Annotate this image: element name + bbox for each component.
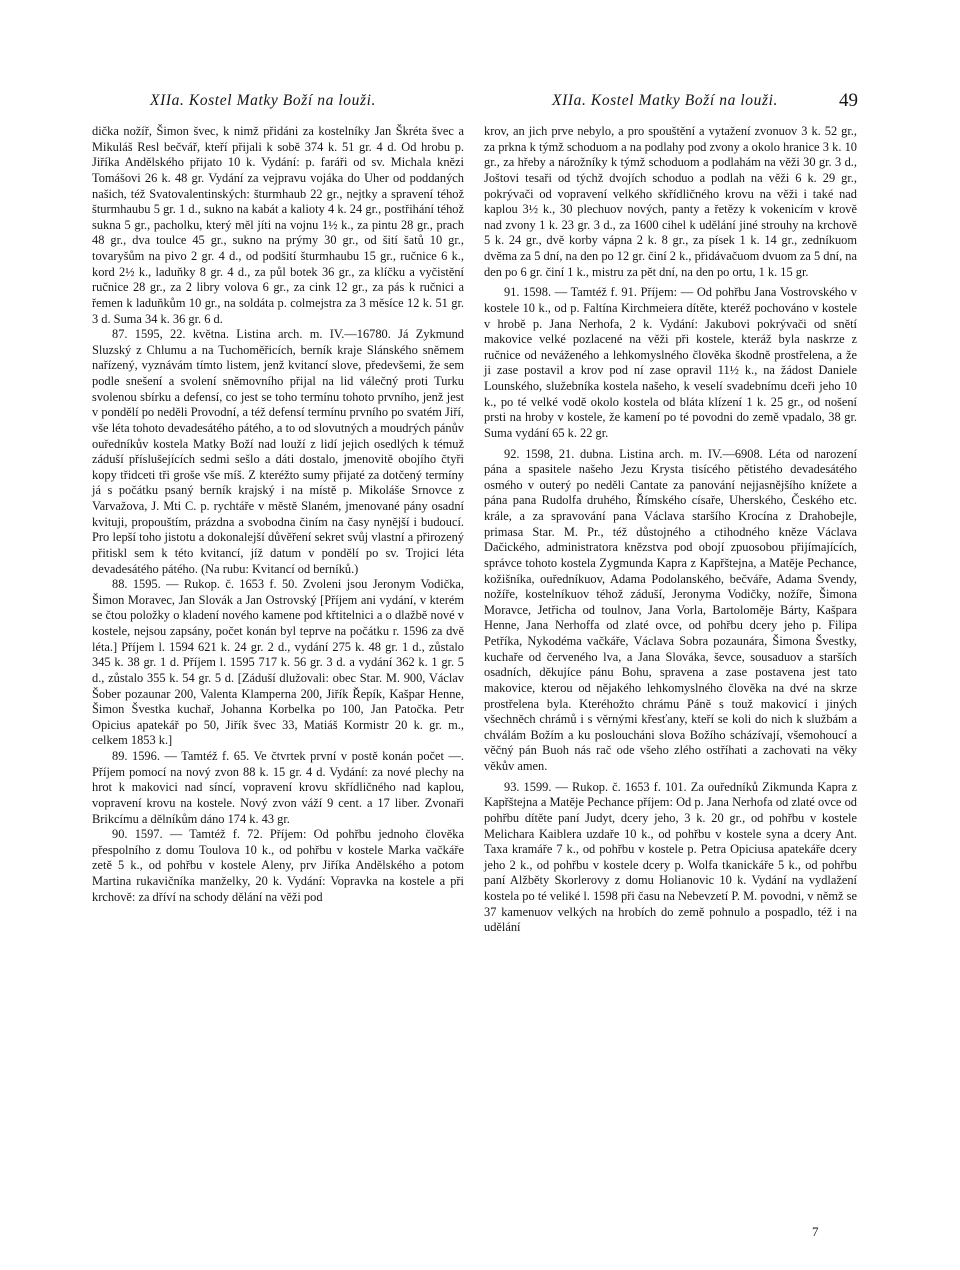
entry-93: 93. 1599. — Rukop. č. 1653 f. 101. Za ouředníků Zikmunda Kapra z Kapřštejna a Matěje Pechance příjem: Od p. Jana Nerhofa od zlaté ovce od pohřbu dítěte paní Judyt, dcery jeho, 3 k. 20 gr., od pohřbu v kostele Melichara Kaiblera uzdaře 10 k., od pohřbu v kostele syna a dcery Ant. Taxa kramáře 7 k., od pohřbu v kostele p. Petra Opiciusa apatekáře dcery jeho 2 k., od pohřbu v kostele dcery p. Wolfa tkanickáře 5 k., od pohřbu paní Alžběty Skorlerovy z domu Holianovic 10 k. Vydání na vydlažení kostela po té veliké l. 1598 při času na Nebevzetí P. M. povodni, v němž se 37 kamenuov velkých na hrobích do země pohnulo a pospadlo, též i na udělání <box>484 779 857 935</box>
entry-88: 88. 1595. — Rukop. č. 1653 f. 50. Zvoleni jsou Jeronym Vodička, Šimon Moravec, Jan Slovák a Jan Ostrovský [Příjem ani vydání, v kterém se čtou položky o kladení nového kamene pod křtitelnici a o dlažbě nové v kostele, nejsou zapsány, počet konán byl teprve na počátku r. 1596 za dvě léta.] Příjem l. 1594 621 k. 24 gr. 2 d., vydání 275 k. 48 gr. 1 d., zůstalo 345 k. 38 gr. 1 d. Příjem l. 1595 717 k. 56 gr. 3 d. a vydání 362 k. 1 gr. 5 d., zůstalo 355 k. 54 gr. 5 d. [Záduší dlužovali: obec Star. M. 900, Václav Šober pozaunar 200, Valenta Klamperna 200, Jiřík Řepík, Kašpar Henne, Šimon Švestka kuchař, Johanna Korbelka po 100, Jan Patočka. Petr Opicius apatekář po 50, Jiřík švec 33, Matiáš Kormistr 20 k. gr. m., celkem 1853 k.] <box>92 577 464 748</box>
entry-86-continuation: dička nožíř, Šimon švec, k nimž přidáni za kostelníky Jan Škréta švec a Mikuláš Resl bečvář, kteří přijali k sobě 374 k. 51 gr. 4 d. Od hrobu p. Jiříka Andělského přijato 10 k. Vydání: p. faráři od sv. Michala knězi Tomášovi 26 k. 48 gr. Vydání za vejpravu vojáka do Uher od poddaných našich, též Svatovalentinských: šturmhaub 22 gr., nejtky a spravení téhož šturmhaubu 5 gr. 1 d., sukno na kabát a kalioty 4 k. 24 gr., postřihání téhož sukna 5 gr., pacholku, který měl jíti na vojnu 1½ k., za pintu 28 gr., prach 48 gr., dva toulce 45 gr., sukno na prýmy 30 gr., od šití šatů 10 gr., tovaryšům na pivo 2 gr. 4 d., od podšití šturmhaubu 15 gr., ručnice 6 k., kord 2½ k., laduňky 8 gr. 4 d., za půl botek 36 gr., za klíčku a vyčistění ručnice 28 gr., za 2 libry volova 6 gr., za cink 12 gr., za pás k ručnici a řemen k laduňkům 10 gr., na soldáta p. colmejstra za 3 měsíce 12 k. 51 gr. 3 d. Suma 34 k. 36 gr. 6 d. <box>92 124 464 326</box>
entry-89: 89. 1596. — Tamtéž f. 65. Ve čtvrtek první v postě konán počet —. Příjem pomocí na nový zvon 88 k. 15 gr. 4 d. Vydání: za nové plechy na hrot k makovici nad síncí, vopravení krovu skřídličného nad kaplou, vopravení krovu na kostele. Nový zvon váží 9 cent. a 17 liber. Zvonaři Brikcímu a dělníkům dáno 174 k. 43 gr. <box>92 749 464 826</box>
signature-mark: 7 <box>812 1224 819 1239</box>
entry-90: 90. 1597. — Tamtéž f. 72. Příjem: Od pohřbu jednoho člověka přespolního z domu Toulova 10 k., od pohřbu v kostele Marka vačkáře zetě 5 k., od pohřbu v kostele Aleny, prv Jiříka Andělského a potom Martina rukavičníka manželky, 20 k. Vydání: Vopravka na kostele a při krchově: za dříví na schody dělání na věži pod <box>92 827 464 904</box>
left-running-title: XIIa. Kostel Matky Boží na louži. <box>150 92 377 109</box>
entry-87: 87. 1595, 22. května. Listina arch. m. IV.—16780. Já Zykmund Sluzský z Chlumu a na Tuchoměřicích, berník kraje Slánského sněmem nařízený, vyznávám tímto listem, jenž kvitancí slove, předevšemi, že sem podle snešení a svolení sněmovního přijal na lid válečný proti Turku svolenou sbírku a defensí, co jest se toho termínu tohoto prvního, jenž jest v pondělí po neděli Provodní, a též defensí termínu prvního po svatém Jiří, vše léta tohoto devadesátého pátého, a to od slovutných a moudrých pánův ouředníkův kostela Matky Boží nad louží z lidí jejich osedlých k témuž záduší příslušejících sedmi sešlo a dáti dostalo, jmenovitě obojího čtyři kopy třidceti tři groše vše míš. Z kteréžto sumy přijaté za dotčený termíny já s počátku psaný berník krajský i na místě p. Mikoláše Srnovce z Varvažova, J. Mti C. p. rychtáře v městě Slaném, jmenované pány osadní kvituji, propouštím, prázdna a svobodna činím na časy nynější i budoucí. Pro lepší toho jistotu a dokonalejší důvěření sekret svůj vlastní a přirozený přitiskl sem k této kvitancí, jíž datum v pondělí po sv. Trojici léta devadesátého pátého. (Na rubu: Kvitancí od berníků.) <box>92 327 464 576</box>
left-column <box>92 124 464 905</box>
right-running-title: XIIa. Kostel Matky Boží na louži. <box>552 92 779 109</box>
right-column <box>484 124 857 936</box>
entry-90-continuation: krov, an jich prve nebylo, a pro spouštění a vytažení zvonuov 3 k. 52 gr., za prkna k týmž schoduom a na podlahy pod zvony a okolo hranice 3 k. 10 gr., za hřeby a nárožníky k týmž schoduom a podlahám na věži 30 gr. 3 d., Joštovi tesaři od týchž dvojích schoduo a podlah na věži 6 k. 29 gr., pokrývači od vopravení velkého skřídličného krovu na věži i také nad kaplou 3½ k., 30 plechuov nových, panty a řetězy k vokenicím v krově nad zvony 1 k. 23 gr. 3 d., za 1600 cihel k udělání jiné strouhy na krchově 5 k. 24 gr., dvě korby vápna 2 k. 8 gr., za písek 1 k. 14 gr., zedníkuom dvěma za 5 dní, na den po 12 gr. činí 2 k., přidávačuom dvuom za 5 dní, na den po 6 gr. činí 1 k., mistru za pět dní, na den po ortu, 1 k. 15 gr. <box>484 124 858 279</box>
entry-92: 92. 1598, 21. dubna. Listina arch. m. IV.—6908. Léta od narození pána a spasitele našeho Jezu Krysta tisícého pětistého devadesátého osmého v outerý po neděli Cantate za panování nejjasnějšího knížete a pána pana Rudolfa druhého, Římského císaře, Uherského, Českého etc. krále, a za spravování pana Václava staršího Krocína z Drahobejle, primasa Star. M. Pr., též důstojného a ctihodného kněze Václava Dačického, administratora knězstva pod obojí zpuosobou přijímajících, správce tohoto kostela Zygmunda Kapra z Kapřštejna, a Matěje Pechance, kožišníka, ouředníkuov, Adama Podolanského, bečváře, Adama Svendy, nožíře, kostelníkuov téhož záduší, Jeronyma Vodičky, nožíře, Šimona Moravce, Jetřicha od toulnov, Jana Vorla, Bartoloměje Bárty, Kašpara Henne, Jana Nerhoffa od zlaté ovce, od pohřbu dcery jeho p. Filipa Petříka, Nykodéma vačkáře, Václava Sobra pozaunára, Šimona Švestky, kuchaře od červeného lva, a Jana Slováka, ševce, sousaduov a starších osadních, děkujíce pánu Bohu, spravena a zase postavena jest tato makovice, kterou od nějakého lehkomyslného člověka na dvé na skrze prostřelena byla. Kteréhožto chrámu Páně s touž makovicí i jiných všechněch chrámů i s věrnými křesťany, kteří se koli do nich k službám a chválám Božím a ku posloucháni slova Božího scházívají, všemohoucí a věčný pán Buoh nás rač ode všeho zlého ostříhati a zachovati na věky věkův amen. <box>484 446 857 773</box>
page-number: 49 <box>839 90 858 111</box>
entry-91: 91. 1598. — Tamtéž f. 91. Příjem: — Od pohřbu Jana Vostrovského v kostele 10 k., od p. Faltína Kirchmeiera dítěte, kteréž pochováno v kostele v hrobě p. Jana Nerhofa, 2 k. Vydání: Jakubovi pokrývači od snětí makovice velké pozlacené na věži při kostele, kteráž byla naskrze z ručnice od neváženého a lehkomyslného člověka škodně prostřelena, a že ji zase postavil a krov pod ní zase opravil 11½ k., na žádost Daniele Lounského, služebníka kostela našeho, k veselí svadebnímu dceři jeho 10 k., po té velké vodě okolo kostela od bláta klízení 1 k. 25 gr., od nošení prsti na hroby v kostele, že kamení po té povodni do země vpadalo, 38 gr. Suma vydání 65 k. 22 gr. <box>484 285 857 440</box>
